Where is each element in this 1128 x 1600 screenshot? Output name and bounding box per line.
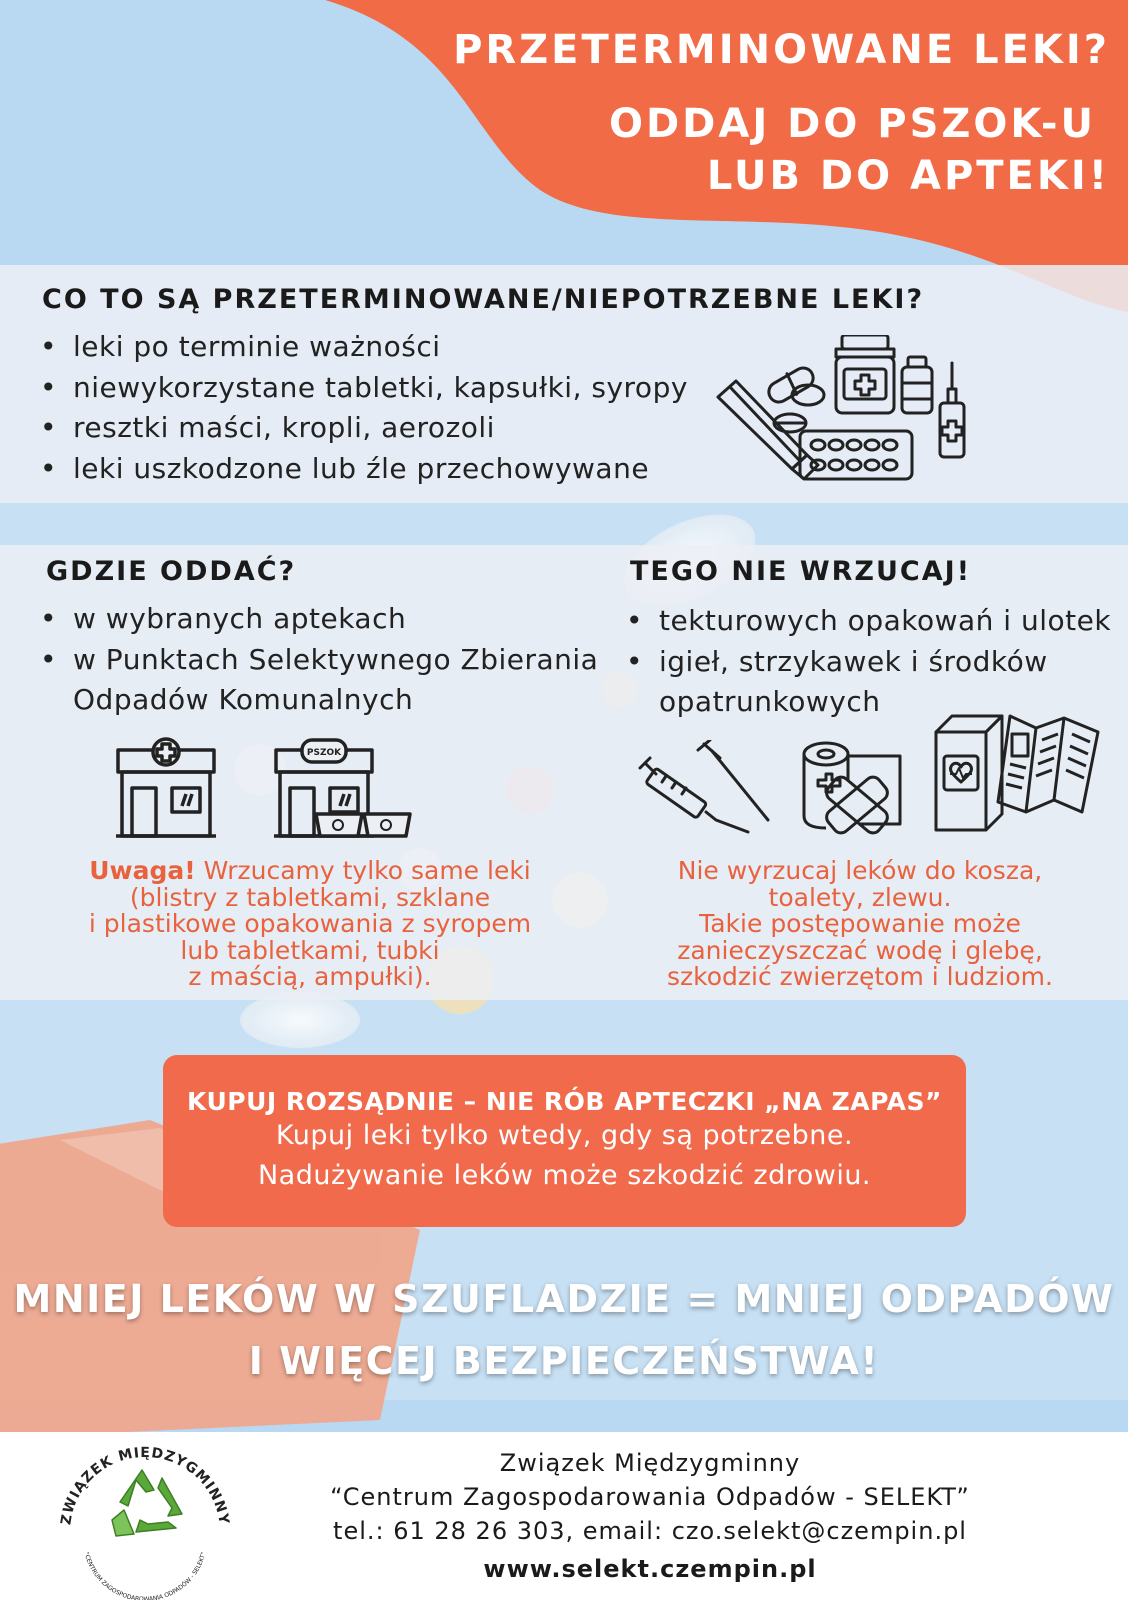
svg-text:"CENTRUM ZAGOSPODAROWANIA ODPA <box>83 1551 208 1600</box>
list-item: • resztki maści, kropli, aerozoli <box>40 408 720 449</box>
list-item: • w wybranych aptekach <box>40 599 620 640</box>
note-line: szkodzić zwierzętom i ludziom. <box>667 962 1053 991</box>
note-line: Takie postępowanie może <box>699 909 1021 938</box>
hero-line-2: ODDAJ DO PSZOK-U <box>608 101 1096 147</box>
pszok-icon <box>272 736 412 840</box>
bandage-icon <box>800 740 910 842</box>
note-warning-label: Uwaga! <box>89 856 196 885</box>
footer-org-full: “Centrum Zagospodarowania Odpadów - SELEKT” <box>330 1483 970 1511</box>
where-list <box>40 599 620 721</box>
note-line: zanieczyszczać wodę i glebę, <box>677 935 1043 965</box>
recycle-arrows-icon <box>112 1470 182 1536</box>
list-item: • leki uszkodzone lub źle przechowywane <box>40 449 720 490</box>
hero-line-3: LUB DO APTEKI! <box>706 153 1110 199</box>
list-item: • niewykorzystane tabletki, kapsułki, syropy <box>40 368 720 409</box>
footer <box>0 1432 1128 1600</box>
logo-bottom-text: "CENTRUM ZAGOSPODAROWANIA ODPADÓW - SELEKT" <box>82 1551 208 1600</box>
logo-top-text: ZWIĄZEK MIĘDZYGMINNY <box>58 1444 232 1527</box>
slogan <box>0 1268 1128 1392</box>
list-item: • igieł, strzykawek i środków opatrunkowych <box>626 642 1126 723</box>
buy-wisely-line-1: Kupuj leki tylko wtedy, gdy są potrzebne. <box>275 1120 854 1151</box>
slogan-line-1: MNIEJ LEKÓW W SZUFLADZIE = MNIEJ ODPADÓW <box>13 1277 1115 1321</box>
syringe-icon <box>636 740 776 835</box>
footer-website-link[interactable]: www.selekt.czempin.pl <box>483 1555 817 1583</box>
medicines-icon <box>712 335 1002 495</box>
dont-title: TEGO NIE WRZUCAJ! <box>630 556 972 587</box>
footer-contact-line: tel.: 61 28 26 303, email: czo.selekt@czempin.pl <box>333 1517 967 1545</box>
selekt-logo <box>50 1432 240 1600</box>
pszok-sign: PSZOK <box>306 748 342 758</box>
hero-heading <box>453 24 1110 202</box>
footer-org: Związek Międzygminny <box>499 1449 801 1477</box>
note-line: i plastikowe opakowania z syropem <box>88 909 532 938</box>
hero-line-1: PRZETERMINOWANE LEKI? <box>453 27 1110 73</box>
where-title: GDZIE ODDAĆ? <box>46 556 297 587</box>
dont-note <box>650 858 1070 991</box>
dont-list <box>626 601 1126 723</box>
what-title: CO TO SĄ PRZETERMINOWANE/NIEPOTRZEBNE LEKI? <box>42 284 925 315</box>
footer-contact <box>290 1446 1010 1586</box>
where-note <box>40 858 580 991</box>
list-item: • leki po terminie ważności <box>40 327 720 368</box>
buy-wisely-line-2: Nadużywanie leków może szkodzić zdrowiu. <box>257 1160 872 1191</box>
note-line: toalety, zlewu. <box>768 882 952 912</box>
list-item: • w Punktach Selektywnego Zbierania Odpadów Komunalnych <box>40 640 620 721</box>
buy-wisely-box <box>163 1055 966 1227</box>
note-line: lub tabletkami, tubki <box>180 935 440 965</box>
note-line: Nie wyrzucaj leków do kosza, <box>677 856 1043 885</box>
pharmacy-icon <box>114 736 218 838</box>
box-and-leaflet-icon <box>932 712 1108 834</box>
buy-wisely-heading: KUPUJ ROZSĄDNIE – NIE RÓB APTECZKI „NA ZAPAS” <box>187 1087 942 1116</box>
what-list <box>40 327 720 489</box>
slogan-line-2: I WIĘCEJ BEZPIECZEŃSTWA! <box>248 1339 880 1383</box>
note-line: z maścią, ampułki). <box>188 962 432 991</box>
note-line: (blistry z tabletkami, szklane <box>129 882 491 912</box>
list-item: • tekturowych opakowań i ulotek <box>626 601 1126 642</box>
note-line: Wrzucamy tylko same leki <box>203 856 531 885</box>
